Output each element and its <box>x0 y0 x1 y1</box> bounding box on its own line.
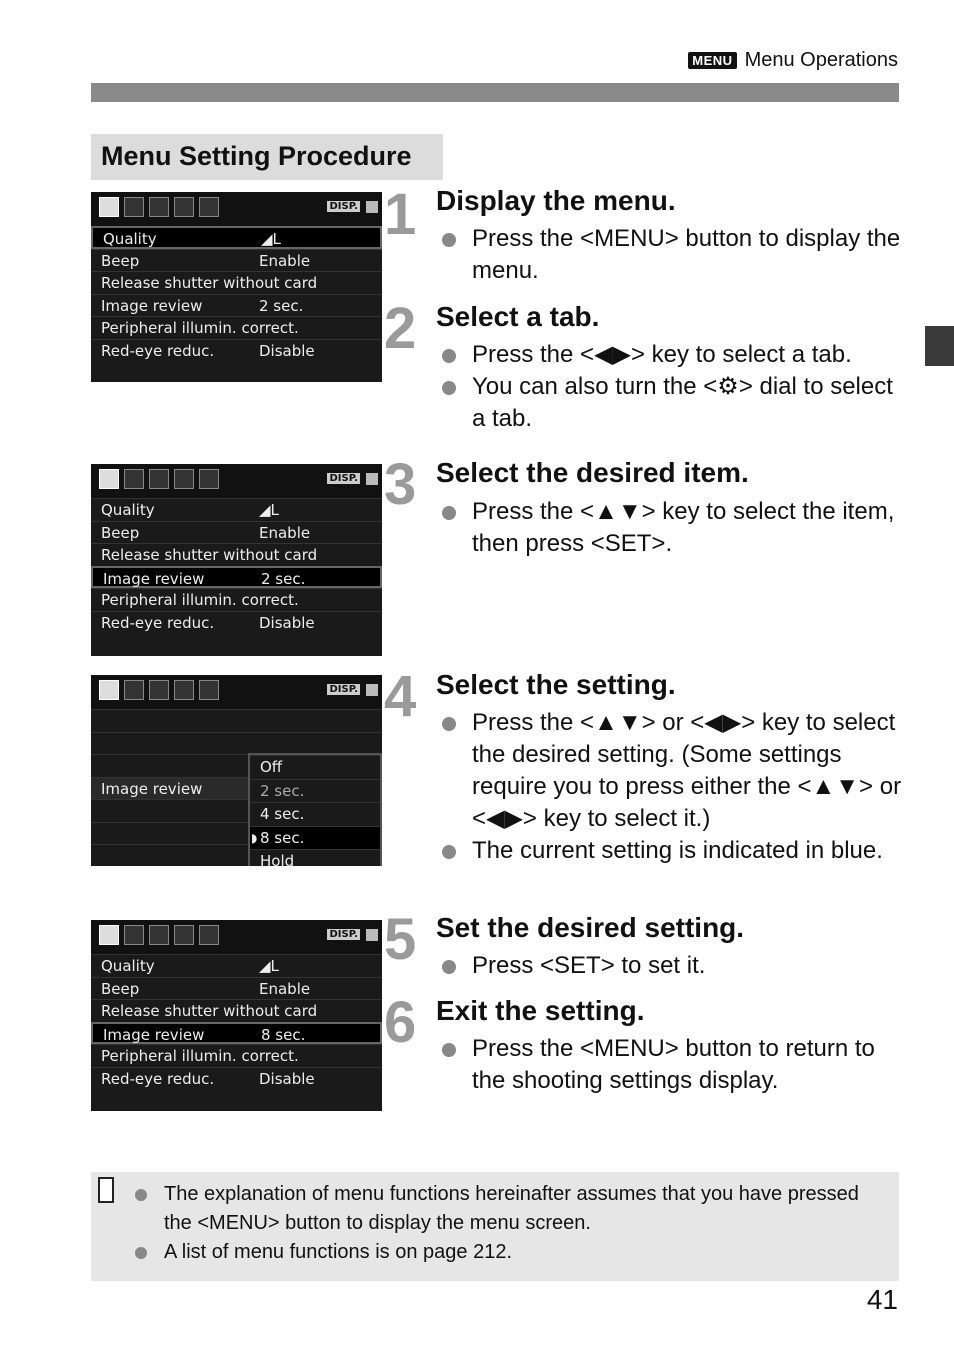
row-value: Disable <box>259 1069 315 1088</box>
chapter-tab <box>925 326 954 366</box>
step-bullet <box>442 1033 902 1097</box>
step-bullet <box>442 223 902 287</box>
menu-icon: MENU <box>688 52 736 69</box>
disp-icon: DISP. <box>329 929 358 940</box>
current-marker-icon: ◗ <box>251 830 258 845</box>
menu-row-beep <box>91 977 382 1000</box>
bullet-dot-icon <box>442 960 456 974</box>
step-number: 5 <box>384 907 417 972</box>
page-number: 41 <box>866 1284 898 1315</box>
note-box <box>91 1172 899 1281</box>
option-2-sec: 2 sec. <box>250 779 380 803</box>
header-rule <box>91 83 899 102</box>
menu-row-beep <box>91 249 382 272</box>
option-4-sec: 4 sec. <box>250 802 380 826</box>
playback-tab-icon <box>174 680 194 700</box>
menu-row-peripheral <box>91 588 382 611</box>
row-name: Beep <box>101 979 140 998</box>
bullet-text: You can also turn the <⚙> dial to select a tab. <box>472 373 893 432</box>
note-bullet <box>135 1238 885 1267</box>
bullet-dot-icon <box>442 506 456 520</box>
settings-grid-icon <box>366 473 378 485</box>
option-label: 8 sec. <box>260 828 305 847</box>
lcd-tab-bar <box>91 675 382 709</box>
camera-tab-icon <box>124 925 144 945</box>
lcd-screen-2 <box>91 464 382 656</box>
step-bullet <box>442 339 902 371</box>
option-hold: Hold <box>250 849 380 866</box>
memo-icon <box>98 1177 114 1203</box>
bullet-text: Press the <MENU> button to return to the shooting settings display. <box>472 1035 875 1094</box>
step-title: Exit the setting. <box>436 995 645 1026</box>
menu-row-quality <box>91 226 382 249</box>
row-name: Release shutter without card <box>101 546 318 564</box>
bullet-text: Press the <MENU> button to display the menu. <box>472 225 901 284</box>
step-bullet <box>442 371 902 435</box>
row-value: Disable <box>259 613 315 632</box>
menu-row-red-eye <box>91 611 382 634</box>
row-name: Quality <box>101 957 155 975</box>
row-name: Quality <box>101 501 155 519</box>
row-value: 2 sec. <box>261 569 306 588</box>
bullet-text: Press <SET> to set it. <box>472 952 706 979</box>
bullet-dot-icon <box>442 381 456 395</box>
row-name: Peripheral illumin. correct. <box>101 1047 299 1065</box>
step-title: Select the setting. <box>436 669 676 700</box>
lcd-tab-bar <box>91 464 382 498</box>
step-title: Set the desired setting. <box>436 912 745 943</box>
bullet-dot-icon <box>442 233 456 247</box>
row-value: Disable <box>259 341 315 360</box>
playback-tab-icon <box>199 680 219 700</box>
step-title: Select a tab. <box>436 301 600 332</box>
step-title: Display the menu. <box>436 185 676 216</box>
playback-tab-icon <box>174 925 194 945</box>
camera-tab-icon <box>149 197 169 217</box>
menu-row-red-eye <box>91 1067 382 1090</box>
step-bullet <box>442 835 902 867</box>
row-value: Enable <box>259 979 311 998</box>
bullet-dot-icon <box>442 1043 456 1057</box>
lcd-tab-bar <box>91 192 382 226</box>
bullet-text: Press the <▲▼> key to select the item, then press <SET>. <box>472 498 895 557</box>
row-name: Beep <box>101 251 140 270</box>
menu-row-release-shutter <box>91 999 382 1022</box>
row-name: Release shutter without card <box>101 1002 318 1020</box>
camera-tab-icon <box>99 680 119 700</box>
step-number: 3 <box>384 452 417 517</box>
menu-row-beep <box>91 521 382 544</box>
note-bullet <box>135 1180 885 1238</box>
menu-row-quality <box>91 954 382 977</box>
running-header <box>688 49 898 72</box>
bullet-text: Press the <▲▼> or <◀▶> key to select the desired setting. (Some settings require you to press either the <▲▼> or <◀▶> key to select it.) <box>472 709 902 832</box>
step-bullet <box>442 707 902 835</box>
menu-row-release-shutter <box>91 271 382 294</box>
playback-tab-icon <box>174 469 194 489</box>
settings-grid-icon <box>366 201 378 213</box>
lcd-screen-3 <box>91 675 382 866</box>
step-number: 6 <box>384 990 417 1055</box>
row-value: ◢L <box>259 957 279 975</box>
camera-tab-icon <box>124 469 144 489</box>
row-name: Peripheral illumin. correct. <box>101 591 299 609</box>
camera-tab-icon <box>124 197 144 217</box>
row-value: ◢L <box>259 501 279 519</box>
bullet-dot-icon <box>442 717 456 731</box>
option-8-sec <box>250 826 380 850</box>
row-value: Enable <box>259 251 311 270</box>
row-name: Image review <box>103 1025 205 1044</box>
step-number: 4 <box>384 664 417 729</box>
bullet-dot-icon <box>442 845 456 859</box>
blank-row <box>91 732 382 755</box>
camera-tab-icon <box>149 925 169 945</box>
menu-row-image-review <box>91 566 382 589</box>
step-number: 1 <box>384 182 417 247</box>
row-name: Beep <box>101 523 140 542</box>
row-name: Release shutter without card <box>101 274 318 292</box>
disp-icon: DISP. <box>329 201 358 212</box>
row-name: Peripheral illumin. correct. <box>101 319 299 337</box>
menu-row-red-eye <box>91 339 382 362</box>
row-name: Quality <box>103 230 157 248</box>
camera-tab-icon <box>149 680 169 700</box>
header-title: Menu Operations <box>744 49 898 71</box>
bullet-text: A list of menu functions is on page 212. <box>164 1241 512 1263</box>
menu-row-release-shutter <box>91 543 382 566</box>
row-value: ◢L <box>261 230 281 248</box>
bullet-dot-icon <box>135 1189 147 1201</box>
lcd-screen-4 <box>91 920 382 1111</box>
lcd-screen-1 <box>91 192 382 382</box>
bullet-text: Press the <◀▶> key to select a tab. <box>472 341 852 368</box>
bullet-dot-icon <box>135 1247 147 1259</box>
menu-row-image-review <box>91 294 382 317</box>
bullet-text: The explanation of menu functions hereinafter assumes that you have pressed the <MENU> button to display the menu screen. <box>164 1183 859 1234</box>
bullet-text: The current setting is indicated in blue. <box>472 837 883 864</box>
row-name: Image review <box>101 779 203 798</box>
playback-tab-icon <box>199 925 219 945</box>
option-off: Off <box>250 755 380 779</box>
settings-grid-icon <box>366 929 378 941</box>
row-name: Red-eye reduc. <box>101 341 215 360</box>
camera-tab-icon <box>149 469 169 489</box>
row-name: Red-eye reduc. <box>101 1069 215 1088</box>
bullet-dot-icon <box>442 349 456 363</box>
blank-row <box>91 709 382 732</box>
row-value: 8 sec. <box>261 1025 306 1044</box>
settings-grid-icon <box>366 684 378 696</box>
camera-tab-icon <box>124 680 144 700</box>
setting-options-popup <box>248 753 382 866</box>
playback-tab-icon <box>199 197 219 217</box>
menu-row-peripheral <box>91 1044 382 1067</box>
step-bullet <box>442 950 902 982</box>
row-name: Image review <box>103 569 205 588</box>
camera-tab-icon <box>99 469 119 489</box>
row-name: Red-eye reduc. <box>101 613 215 632</box>
camera-tab-icon <box>99 925 119 945</box>
disp-icon: DISP. <box>329 684 358 695</box>
row-name: Image review <box>101 296 203 315</box>
playback-tab-icon <box>174 197 194 217</box>
step-number: 2 <box>384 296 417 361</box>
playback-tab-icon <box>199 469 219 489</box>
step-title: Select the desired item. <box>436 457 749 488</box>
disp-icon: DISP. <box>329 473 358 484</box>
menu-row-image-review <box>91 1022 382 1045</box>
step-bullet <box>442 496 902 560</box>
row-value: Enable <box>259 523 311 542</box>
lcd-tab-bar <box>91 920 382 954</box>
camera-tab-icon <box>99 197 119 217</box>
menu-row-quality <box>91 498 382 521</box>
row-value: 2 sec. <box>259 296 304 315</box>
menu-row-peripheral <box>91 316 382 339</box>
section-title: Menu Setting Procedure <box>91 134 443 180</box>
